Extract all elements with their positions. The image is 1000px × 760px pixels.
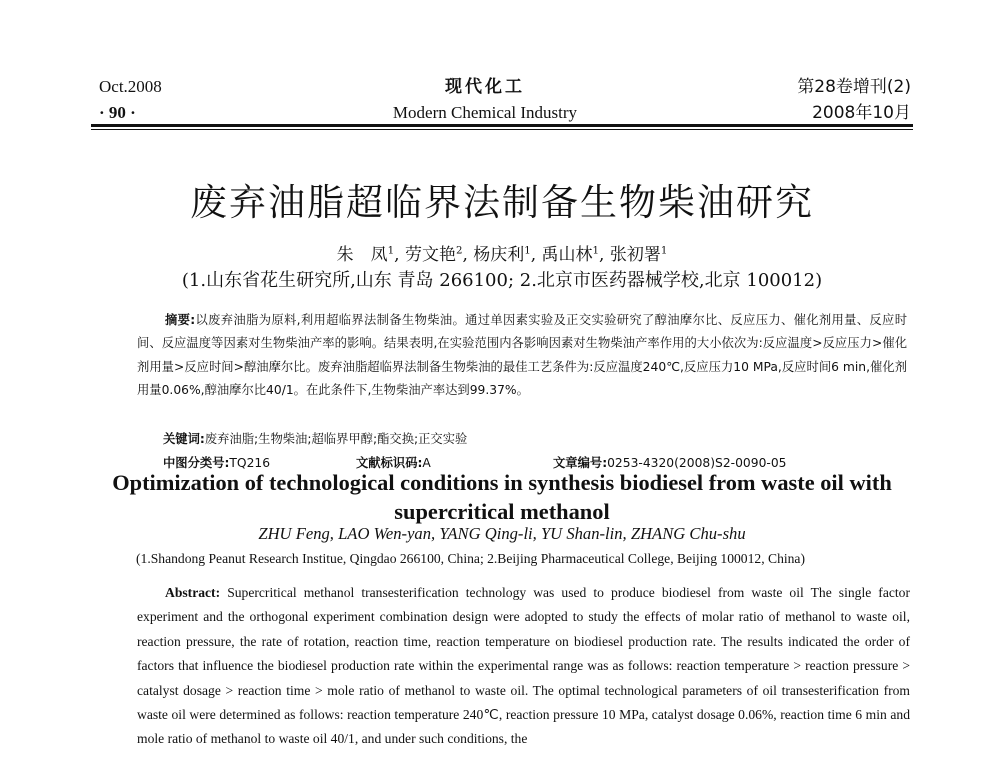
page-number: · 90 · — [99, 103, 136, 122]
author-list-cn: 朱 凤$^1$, 劳文艳$^2$, 杨庆利$^1$, 禹山林$^1$, 张初署$^1$ — [336, 245, 668, 265]
keywords-cn-text: 废弃油脂;生物柴油;超临界甲醇;酯交换;正交实验 — [204, 432, 468, 446]
author-affiliation-mark: 1 — [592, 245, 600, 257]
author-affiliation-mark: 2 — [455, 245, 463, 257]
paper-title-en: Optimization of technological conditions in synthesis biodiesel from waste oil with supercritical methanol — [112, 470, 892, 524]
volume-issue: 第28卷增刊(2) — [797, 77, 911, 97]
affiliations-en: (1.Shandong Peanut Research Institue, Qingdao 266100, China; 2.Beijing Pharmaceutical College, Beijing 100012, China) — [136, 551, 805, 566]
author-affiliation-mark: 1 — [660, 245, 668, 257]
affiliations-cn: (1.山东省花生研究所,山东 青岛 266100; 2.北京市医药器械学校,北京 100012) — [181, 270, 823, 291]
journal-name-en: Modern Chemical Industry — [392, 103, 578, 122]
abstract-en-text: Supercritical methanol transesterification technology was used to produce biodiesel from waste oil The single factor experiment and the orthogonal experiment combination design were adopted to study the effects of molar ratio of methanol to waste oil, reaction pressure, the rate of rotation, reaction time, reaction temperature on biodiesel production rate. The results indicated the order of factors that influence the biodiesel production rate within the experimental range was as follows: reaction temperature > reaction pressure > catalyst dosage > reaction time > mole ratio of methanol to waste oil. The optimal technological parameters of oil transesterification from waste oil were determined as follows: reaction temperature 240℃, reaction pressure 10 MPa, catalyst dosage 0.06%, reaction time 6 min and mole ratio of methanol to waste oil 40/1, and under such conditions, the — [137, 585, 910, 747]
abstract-en — [137, 581, 910, 752]
document-code-label: 文献标识码: — [356, 456, 423, 470]
paper-title-cn: 废弃油脂超临界法制备生物柴油研究 — [190, 181, 814, 224]
abstract-cn-label: 摘要: — [165, 313, 196, 327]
header-date-cn: 2008年10月 — [812, 103, 911, 123]
author-cn: 禹山林 — [541, 245, 593, 265]
author-cn: 张初署 — [609, 245, 661, 265]
author-cn: 劳文艳 — [404, 245, 456, 265]
journal-name-cn: 现代化工 — [445, 77, 525, 97]
document-code-value: A — [422, 456, 431, 470]
clc-label: 中图分类号: — [163, 456, 230, 470]
header-rule-thick — [91, 124, 913, 127]
clc-value: TQ216 — [229, 456, 271, 470]
article-id-value: 0253-4320(2008)S2-0090-05 — [607, 456, 787, 470]
author-cn: 杨庆利 — [473, 245, 525, 265]
author-affiliation-mark: 1 — [387, 245, 395, 257]
running-header-top — [99, 72, 911, 97]
article-id-label: 文章编号: — [553, 456, 608, 470]
keywords-cn-label: 关键词: — [163, 432, 205, 446]
author-list-en: ZHU Feng, LAO Wen-yan, YANG Qing-li, YU Shan-lin, ZHANG Chu-shu — [258, 524, 746, 543]
header-rule-thin — [91, 129, 913, 130]
author-cn: 朱 凤 — [336, 245, 388, 265]
abstract-en-label: Abstract: — [165, 585, 221, 600]
abstract-cn-text: 以废弃油脂为原料,利用超临界法制备生物柴油。通过单因素实验及正交实验研究了醇油摩尔比、反应压力、催化剂用量、反应时间、反应温度等因素对生物柴油产率的影响。结果表明,在实验范围内各影响因素对生物柴油产率作用的大小依次为:反应温度>反应压力>催化剂用量>反应时间>醇油摩尔比。废弃油脂超临界法制备生物柴油的最佳工艺条件为:反应温度240℃,反应压力10 MPa,反应时间6 min,催化剂用量0.06%,醇油摩尔比40/1。在此条件下,生物柴油产率达到99.37%。 — [137, 313, 907, 397]
author-affiliation-mark: 1 — [524, 245, 531, 257]
header-date-en: Oct.2008 — [99, 77, 162, 96]
keywords-cn — [163, 429, 903, 447]
abstract-cn — [137, 309, 907, 402]
running-header-bottom — [99, 98, 911, 123]
